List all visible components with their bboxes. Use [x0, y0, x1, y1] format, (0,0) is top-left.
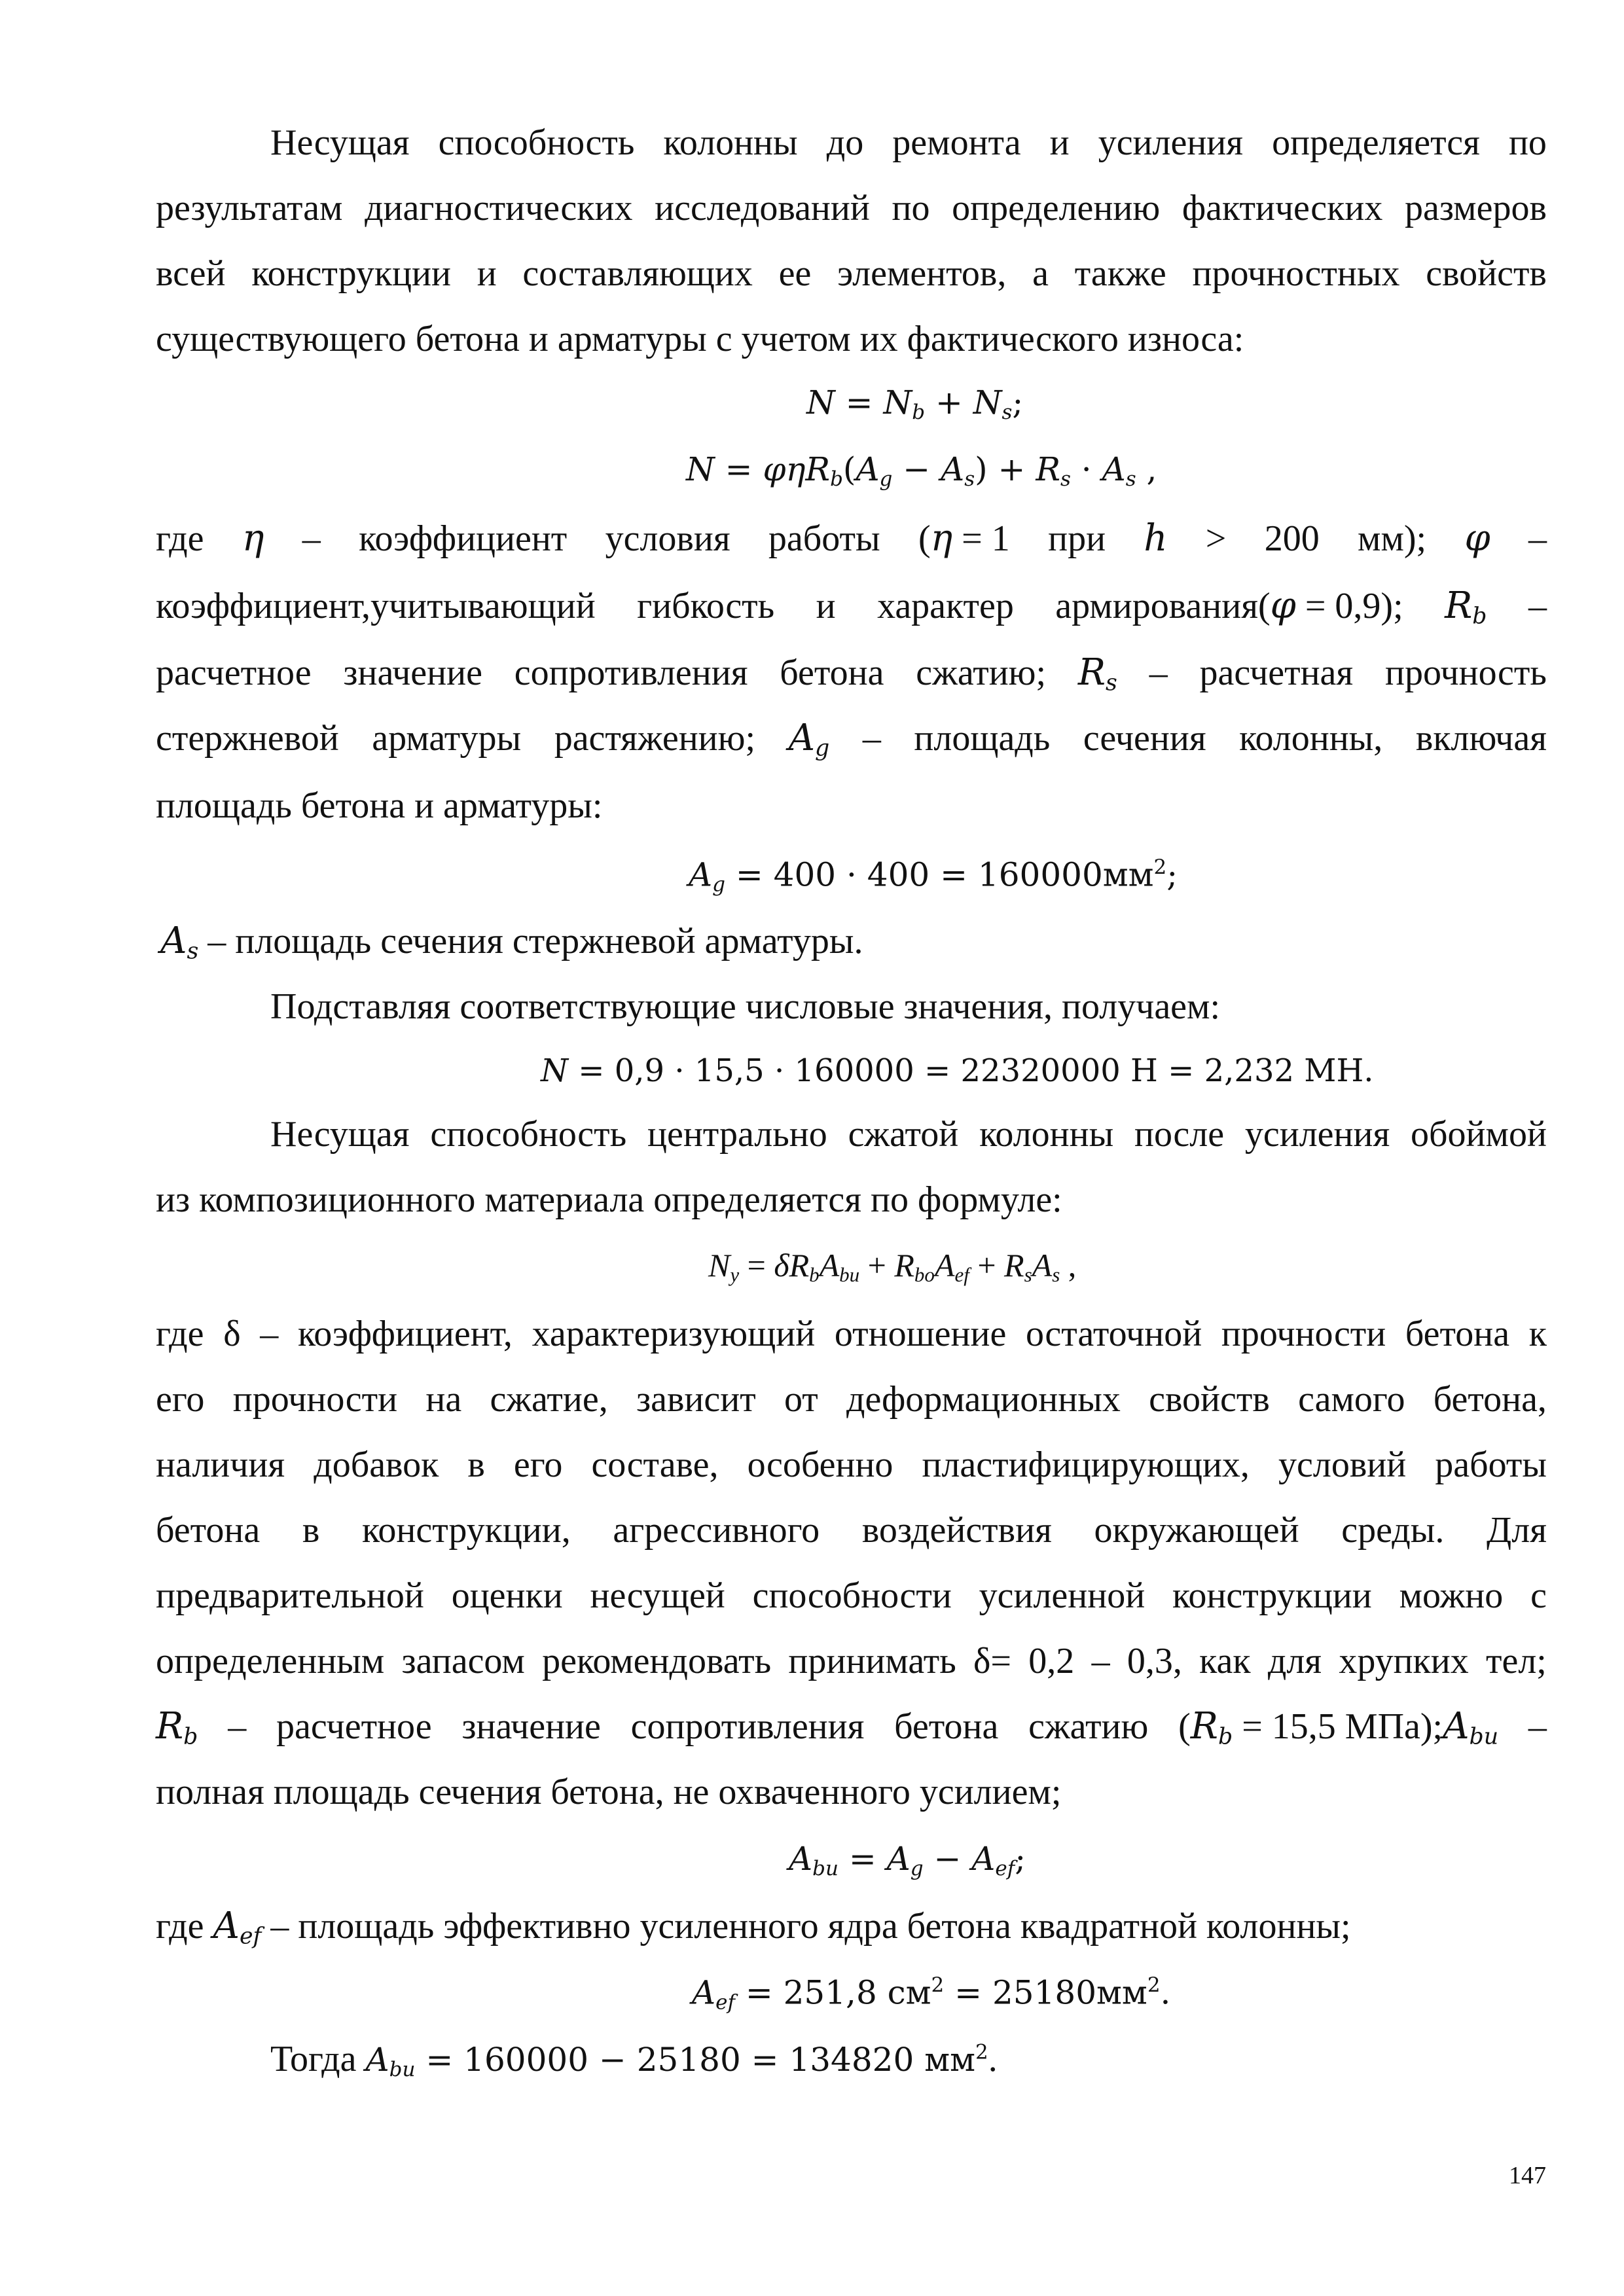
aef-definition: где $A_{ef}$ – площадь эффективно усиленного ядра бетона квадратной колонны; — [156, 1905, 1351, 1950]
formula-ny: $N_y = \delta R_bA_{bu} + R_{bo}A_{ef} + R_sA_s$ , — [708, 1247, 1077, 1286]
paragraph2-line1: Несущая способность центрально сжатой колонны после усиления обоймой — [270, 1114, 1547, 1155]
page-number: 147 — [1509, 2162, 1546, 2189]
formula-aef: $A_{ef} = 251,8$ $см^2 = 25180мм^2$. — [692, 1973, 1171, 2015]
formula-n-expanded: $N = \varphi\eta R_b(A_g - A_s) + R_s \cdot A_s$ , — [686, 450, 1157, 491]
where1-line3: расчетное значение сопротивления бетона сжатию; $R_s$ – расчетная прочность — [156, 651, 1547, 696]
final-line: Тогда $A_{bu} = 160000 - 25180 = 134820$ $мм^2$. — [270, 2039, 998, 2081]
paragraph3-line7: $R_b$ – расчетное значение сопротивления бетона сжатию ($R_b = 15,5$ $МПа);A_{bu}$ – — [156, 1705, 1547, 1750]
where1-line5: площадь бетона и арматуры: — [156, 785, 603, 826]
paragraph1-line3: всей конструкции и составляющих ее элементов, а также прочностных свойств — [156, 253, 1547, 294]
formula-ag: $A_g = 400 \cdot 400 = 160000мм^2$; — [689, 855, 1178, 897]
where1-line4: стержневой арматуры растяжению; $A_g$ – площадь сечения колонны, включая — [156, 717, 1547, 762]
paragraph3-line4: бетона в конструкции, агрессивного воздействия окружающей среды. Для — [156, 1510, 1547, 1551]
paragraph2-line2: из композиционного материала определяется по формуле: — [156, 1179, 1062, 1220]
where1-line2: коэффициент,учитывающий гибкость и характер армирования(φ = 0,9); $R_b$ – — [156, 584, 1547, 630]
paragraph3-line3: наличия добавок в его составе, особенно пластифицирующих, условий работы — [156, 1444, 1547, 1485]
as-definition: $A_s$ – площадь сечения стержневой арматуры. — [160, 920, 863, 965]
paragraph1-line2: результатам диагностических исследований по определению фактических размеров — [156, 188, 1547, 228]
formula-n-sum: $N = N_b + N_s$; — [806, 384, 1024, 424]
paragraph1-line4: существующего бетона и арматуры с учетом их фактического износа: — [156, 319, 1244, 359]
formula-abu: $A_{bu} = A_g - A_{ef}$; — [789, 1840, 1026, 1880]
substitute-line: Подставляя соответствующие числовые значения, получаем: — [270, 986, 1221, 1027]
paragraph3-line2: его прочности на сжатие, зависит от деформационных свойств самого бетона, — [156, 1379, 1547, 1420]
where1-line1: где η – коэффициент условия работы (η = 1 при h > 200 мм); φ – — [156, 517, 1547, 560]
paragraph3-line6: определенным запасом рекомендовать принимать δ= 0,2 – 0,3, как для хрупких тел; — [156, 1641, 1547, 1681]
paragraph1-line1: Несущая способность колонны до ремонта и усиления определяется по — [270, 122, 1547, 163]
formula-n-numeric: N = 0,9 · 15,5 · 160000 = 22320000 Н = 2,232 МН. — [541, 1052, 1374, 1089]
paragraph3-line8: полная площадь сечения бетона, не охваченного усилием; — [156, 1772, 1062, 1812]
paragraph3-line5: предварительной оценки несущей способности усиленной конструкции можно с — [156, 1575, 1547, 1616]
paragraph3-line1: где δ – коэффициент, характеризующий отношение остаточной прочности бетона к — [156, 1314, 1547, 1354]
